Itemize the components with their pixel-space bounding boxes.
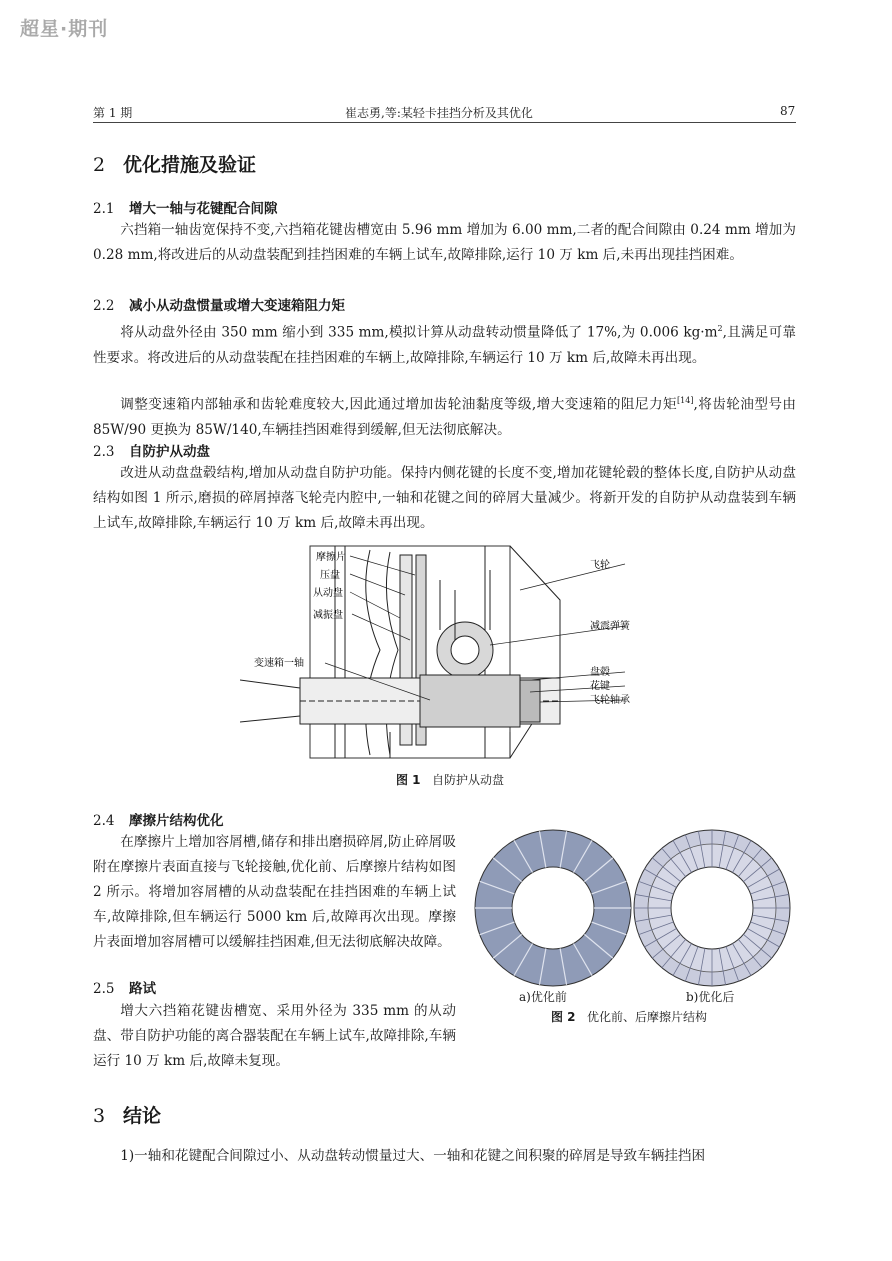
conclusion-item-1: 1)一轴和花键配合间隙过小、从动盘转动惯量过大、一轴和花键之间积聚的碎屑是导致车辆挂挡困 bbox=[120, 1148, 706, 1164]
subsection-2-5-title: 路试 bbox=[129, 981, 156, 997]
section-2-heading bbox=[93, 150, 256, 177]
figure-2a-label: a)优化前 bbox=[519, 990, 567, 1004]
subsection-2-1-number: 2.1 bbox=[93, 201, 115, 217]
section-3-title: 结论 bbox=[123, 1105, 162, 1127]
paragraph-2-5: 增大六挡箱花键齿槽宽、采用外径为 335 mm 的从动盘、带自防护功能的离合器装配在车辆上试车,故障排除,车辆运行 10 万 km 后,故障未复现。 bbox=[93, 1003, 456, 1069]
fig1-label-input-shaft: 变速箱一轴 bbox=[254, 658, 304, 669]
fig1-label-spline: 花键 bbox=[590, 681, 610, 692]
fig1-label-hub: 盘毂 bbox=[590, 667, 610, 678]
figure-1-caption-number: 图 1 bbox=[396, 773, 421, 787]
paragraph-2-2-b-text: 调整变速箱内部轴承和齿轮难度较大,因此通过增加齿轮油黏度等级,增大变速箱的阻尼力矩 bbox=[120, 396, 678, 413]
subsection-2-3-heading bbox=[93, 440, 210, 460]
superscript-2: 2 bbox=[717, 324, 723, 333]
subsection-2-5-heading bbox=[93, 977, 156, 997]
header-page-number: 87 bbox=[780, 104, 796, 118]
paragraph-2-1: 六挡箱一轴齿宽保持不变,六挡箱花键齿槽宽由 5.96 mm 增加为 6.00 mm,二者的配合间隙由 0.24 mm 增加为 0.28 mm,将改进后的从动盘装配到挂挡困难的车辆上试车,故障排除,运行 10 万 km 后,未再出现挂挡困难。 bbox=[93, 222, 796, 263]
subsection-2-3-number: 2.3 bbox=[93, 444, 115, 460]
header-title: 崔志勇,等:某轻卡挂挡分析及其优化 bbox=[345, 106, 533, 120]
subsection-2-2-number: 2.2 bbox=[93, 298, 115, 314]
figure-2-friction-discs bbox=[472, 822, 802, 992]
paragraph-2-2-a-text-end: ,且满足可靠性要求。将改进后的从动盘装配在挂挡困难的车辆上,故障排除,车辆运行 10 万 km 后,故障未再出现。 bbox=[93, 324, 796, 366]
friction-disc-before bbox=[475, 830, 631, 986]
fig1-label-damper-disc: 减振盘 bbox=[313, 610, 343, 621]
subsection-2-1-heading bbox=[93, 197, 278, 217]
section-2-number: 2 bbox=[93, 154, 106, 176]
subsection-2-2-heading bbox=[93, 294, 345, 314]
subsection-2-2-title: 减小从动盘惯量或增大变速箱阻力矩 bbox=[129, 298, 345, 314]
subsection-2-4-title: 摩擦片结构优化 bbox=[129, 813, 224, 829]
citation-14[interactable]: [14] bbox=[677, 396, 694, 405]
paragraph-2-4: 在摩擦片上增加容屑槽,储存和排出磨损碎屑,防止碎屑吸附在摩擦片表面直接与飞轮接触,优化前、后摩擦片结构如图 2 所示。将增加容屑槽的从动盘装配在挂挡困难的车辆上试车,故障排除,但车辆运行 5000 km 后,故障再次出现。摩擦片表面增加容屑槽可以缓解挂挡困难,但无法彻底解决故障。 bbox=[93, 834, 456, 950]
fig1-label-damper-spring: 减震弹簧 bbox=[590, 621, 630, 632]
paragraph-2-2-b-text-end: ,将齿轮油型号由 85W/90 更换为 85W/140,车辆挂挡困难得到缓解,但无法彻底解决。 bbox=[93, 396, 796, 438]
paragraph-2-2-b bbox=[93, 388, 796, 443]
fig1-label-friction-plate: 摩擦片 bbox=[316, 552, 346, 563]
header-rule bbox=[93, 122, 796, 123]
header-issue: 第 1 期 bbox=[93, 106, 133, 120]
paragraph-2-2-a bbox=[93, 316, 796, 371]
watermark-logo: 超星·期刊 bbox=[20, 18, 109, 40]
figure-2b-label: b)优化后 bbox=[686, 990, 735, 1004]
subsection-2-5-number: 2.5 bbox=[93, 981, 115, 997]
figure-1-caption-text: 自防护从动盘 bbox=[431, 773, 504, 787]
figure-1-caption bbox=[396, 771, 504, 788]
section-3-heading bbox=[93, 1101, 161, 1128]
subsection-2-3-title: 自防护从动盘 bbox=[129, 444, 210, 460]
fig1-label-flywheel: 飞轮 bbox=[590, 560, 610, 571]
paragraph-2-2-a-text: 将从动盘外径由 350 mm 缩小到 335 mm,模拟计算从动盘转动惯量降低了 17%,为 0.006 kg·m bbox=[120, 324, 718, 341]
subsection-2-1-title: 增大一轴与花键配合间隙 bbox=[129, 201, 278, 217]
paragraph-2-3: 改进从动盘盘毂结构,增加从动盘自防护功能。保持内侧花键的长度不变,增加花键轮毂的整体长度,自防护从动盘结构如图 1 所示,磨损的碎屑掉落飞轮壳内腔中,一轴和花键之间的碎屑大量减少。将新开发的自防护从动盘装到车辆上试车,故障排除,车辆运行 10 万 km 后,故障未再出现。 bbox=[93, 465, 796, 531]
section-3-number: 3 bbox=[93, 1105, 106, 1127]
figure-1-clutch-drawing bbox=[240, 540, 660, 762]
fig1-label-driven-disc: 从动盘 bbox=[313, 588, 343, 599]
fig1-label-flywheel-bearing: 飞轮轴承 bbox=[590, 695, 630, 706]
figure-2-caption-text: 优化前、后摩擦片结构 bbox=[586, 1010, 707, 1024]
figure-2-caption-number: 图 2 bbox=[551, 1010, 576, 1024]
friction-disc-after bbox=[634, 830, 790, 986]
fig1-label-pressure-plate: 压盘 bbox=[320, 570, 340, 581]
subsection-2-4-number: 2.4 bbox=[93, 813, 115, 829]
section-2-title: 优化措施及验证 bbox=[123, 154, 257, 176]
subsection-2-4-heading bbox=[93, 809, 224, 829]
figure-2-caption bbox=[551, 1008, 707, 1025]
